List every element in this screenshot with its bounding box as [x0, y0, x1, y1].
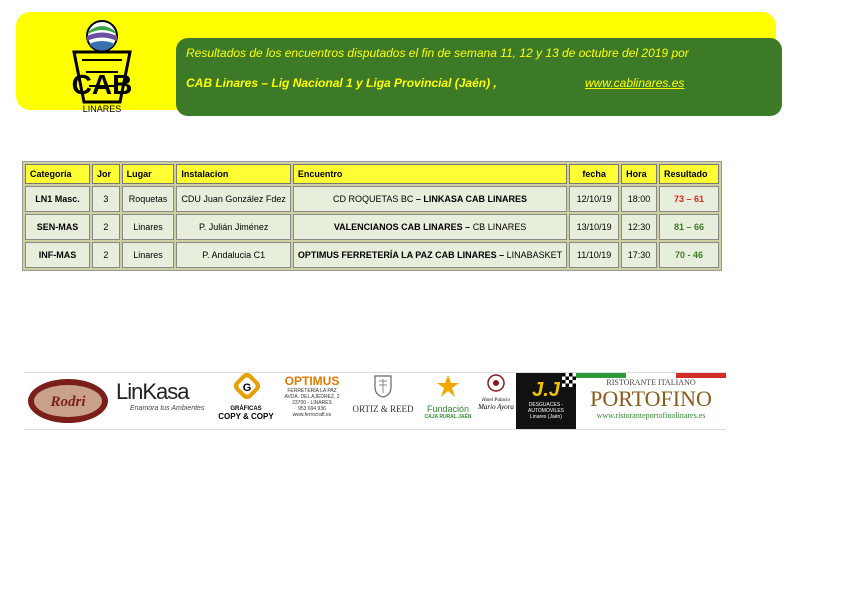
cell-categoria: INF-MAS — [25, 242, 90, 268]
sponsor-ortiz-reed — [346, 373, 420, 429]
match-separator: – — [413, 194, 424, 204]
home-team: VALENCIANOS CAB LINARES — [333, 222, 463, 232]
copy-copy-label-1: GRÁFICAS — [230, 406, 262, 412]
optimus-logo: OPTIMUS — [284, 374, 340, 388]
cell-jor: 3 — [92, 186, 120, 212]
col-header-hora: Hora — [621, 164, 657, 184]
cell-encuentro — [293, 242, 567, 268]
portofino-logo: PORTOFINO — [590, 386, 712, 411]
results-table — [22, 161, 722, 271]
col-header-fecha: fecha — [569, 164, 619, 184]
hotel-crest-icon — [486, 373, 506, 393]
cell-lugar: Linares — [122, 242, 175, 268]
ortiz-reed-label: ORTIZ & REED — [352, 404, 414, 414]
table-header-row — [25, 164, 719, 184]
svg-text:CAB: CAB — [71, 69, 133, 100]
sponsor-strip — [24, 372, 726, 430]
table-row — [25, 214, 719, 240]
fundacion-label-1: Fundación — [426, 404, 470, 414]
header-line-1: Resultados de los encuentros disputados el fin de semana 11, 12 y 13 de octubre del 2019 por — [186, 46, 689, 60]
optimus-line-2: AVDA. DEL AJEDREZ, 2 — [284, 394, 340, 400]
sponsor-copy-copy — [216, 373, 276, 429]
cell-lugar: Linares — [122, 214, 175, 240]
copy-copy-label-2: COPY & COPY — [218, 412, 274, 421]
optimus-line-5: www.ferrocraft.es — [292, 412, 332, 418]
cell-resultado: 73 – 61 — [659, 186, 719, 212]
cell-fecha: 13/10/19 — [569, 214, 619, 240]
portofino-top: RISTORANTE ITALIANO — [606, 378, 696, 387]
hotel-label-2: Mario Ayora — [478, 403, 514, 411]
cell-lugar: Roquetas — [122, 186, 175, 212]
cell-jor: 2 — [92, 242, 120, 268]
svg-text:Rodri: Rodri — [50, 394, 86, 410]
cab-linares-logo — [62, 16, 142, 116]
optimus-line-1: FERRETERÍA LA PAZ — [287, 388, 337, 394]
away-team: CB LINARES — [472, 222, 527, 232]
col-header-instalacion: Instalacion — [176, 164, 291, 184]
cell-instalacion: P. Julián Jiménez — [176, 214, 291, 240]
table-row — [25, 186, 719, 212]
cell-resultado: 81 – 66 — [659, 214, 719, 240]
linkasa-tagline: Enamora tus Ambientes — [130, 405, 205, 412]
jj-label-2: Linares (Jaén) — [530, 414, 562, 420]
linkasa-logo: LinKasa — [116, 379, 189, 404]
col-header-encuentro: Encuentro — [293, 164, 567, 184]
cell-resultado: 70 - 46 — [659, 242, 719, 268]
website-link[interactable]: www.cablinares.es — [585, 76, 685, 90]
cell-instalacion: P. Andalucia C1 — [176, 242, 291, 268]
cell-jor: 2 — [92, 214, 120, 240]
optimus-line-4: 953 694 936 — [298, 406, 326, 412]
cell-categoria: SEN-MAS — [25, 214, 90, 240]
cell-encuentro — [293, 214, 567, 240]
optimus-line-3: 23700 - LINARES — [292, 400, 332, 406]
crest-icon — [371, 373, 395, 399]
match-separator: – — [462, 222, 473, 232]
col-header-categoria: Categoría — [25, 164, 90, 184]
cell-hora: 18:00 — [621, 186, 657, 212]
cell-hora: 17:30 — [621, 242, 657, 268]
sponsor-hotel — [476, 373, 516, 429]
col-header-resultado: Resultado — [659, 164, 719, 184]
cell-categoria: LN1 Masc. — [25, 186, 90, 212]
sponsor-linkasa — [116, 373, 214, 429]
table-row — [25, 242, 719, 268]
sponsor-jj — [516, 373, 576, 429]
home-team: CD ROQUETAS BC — [333, 194, 414, 204]
col-header-lugar: Lugar — [122, 164, 175, 184]
away-team: LINKASA CAB LINARES — [423, 194, 528, 204]
match-separator: – — [496, 250, 507, 260]
jj-label-1: DESGUACES - AUTOMOVILES — [527, 402, 565, 414]
header-line-2: CAB Linares – Lig Nacional 1 y Liga Provincial (Jaén) , — [186, 76, 497, 90]
copy-copy-icon — [226, 373, 266, 403]
cell-fecha: 12/10/19 — [569, 186, 619, 212]
fundacion-label-2: CAJA RURAL JAÉN — [424, 414, 472, 420]
sponsor-fundacion — [422, 373, 474, 429]
fundacion-icon — [437, 373, 459, 399]
cell-fecha: 11/10/19 — [569, 242, 619, 268]
svg-text:G: G — [242, 382, 252, 394]
rodri-logo — [24, 373, 112, 429]
away-team: LINABASKET — [506, 250, 563, 260]
hotel-label-1: Hotel Palacio — [482, 398, 510, 403]
checkered-flag-icon — [562, 373, 576, 387]
sponsor-rodri — [24, 373, 112, 429]
svg-text:LINARES: LINARES — [82, 104, 122, 114]
cell-instalacion: CDU Juan González Fdez — [176, 186, 291, 212]
sponsor-optimus — [280, 373, 344, 429]
jj-logo: J.J — [532, 379, 560, 401]
cell-encuentro — [293, 186, 567, 212]
home-team: OPTIMUS FERRETERÍA LA PAZ CAB LINARES — [297, 250, 497, 260]
col-header-jor: Jor — [92, 164, 120, 184]
portofino-url: www.ristoranteportofinolinares.es — [596, 411, 706, 420]
sponsor-portofino — [576, 373, 726, 429]
cell-hora: 12:30 — [621, 214, 657, 240]
